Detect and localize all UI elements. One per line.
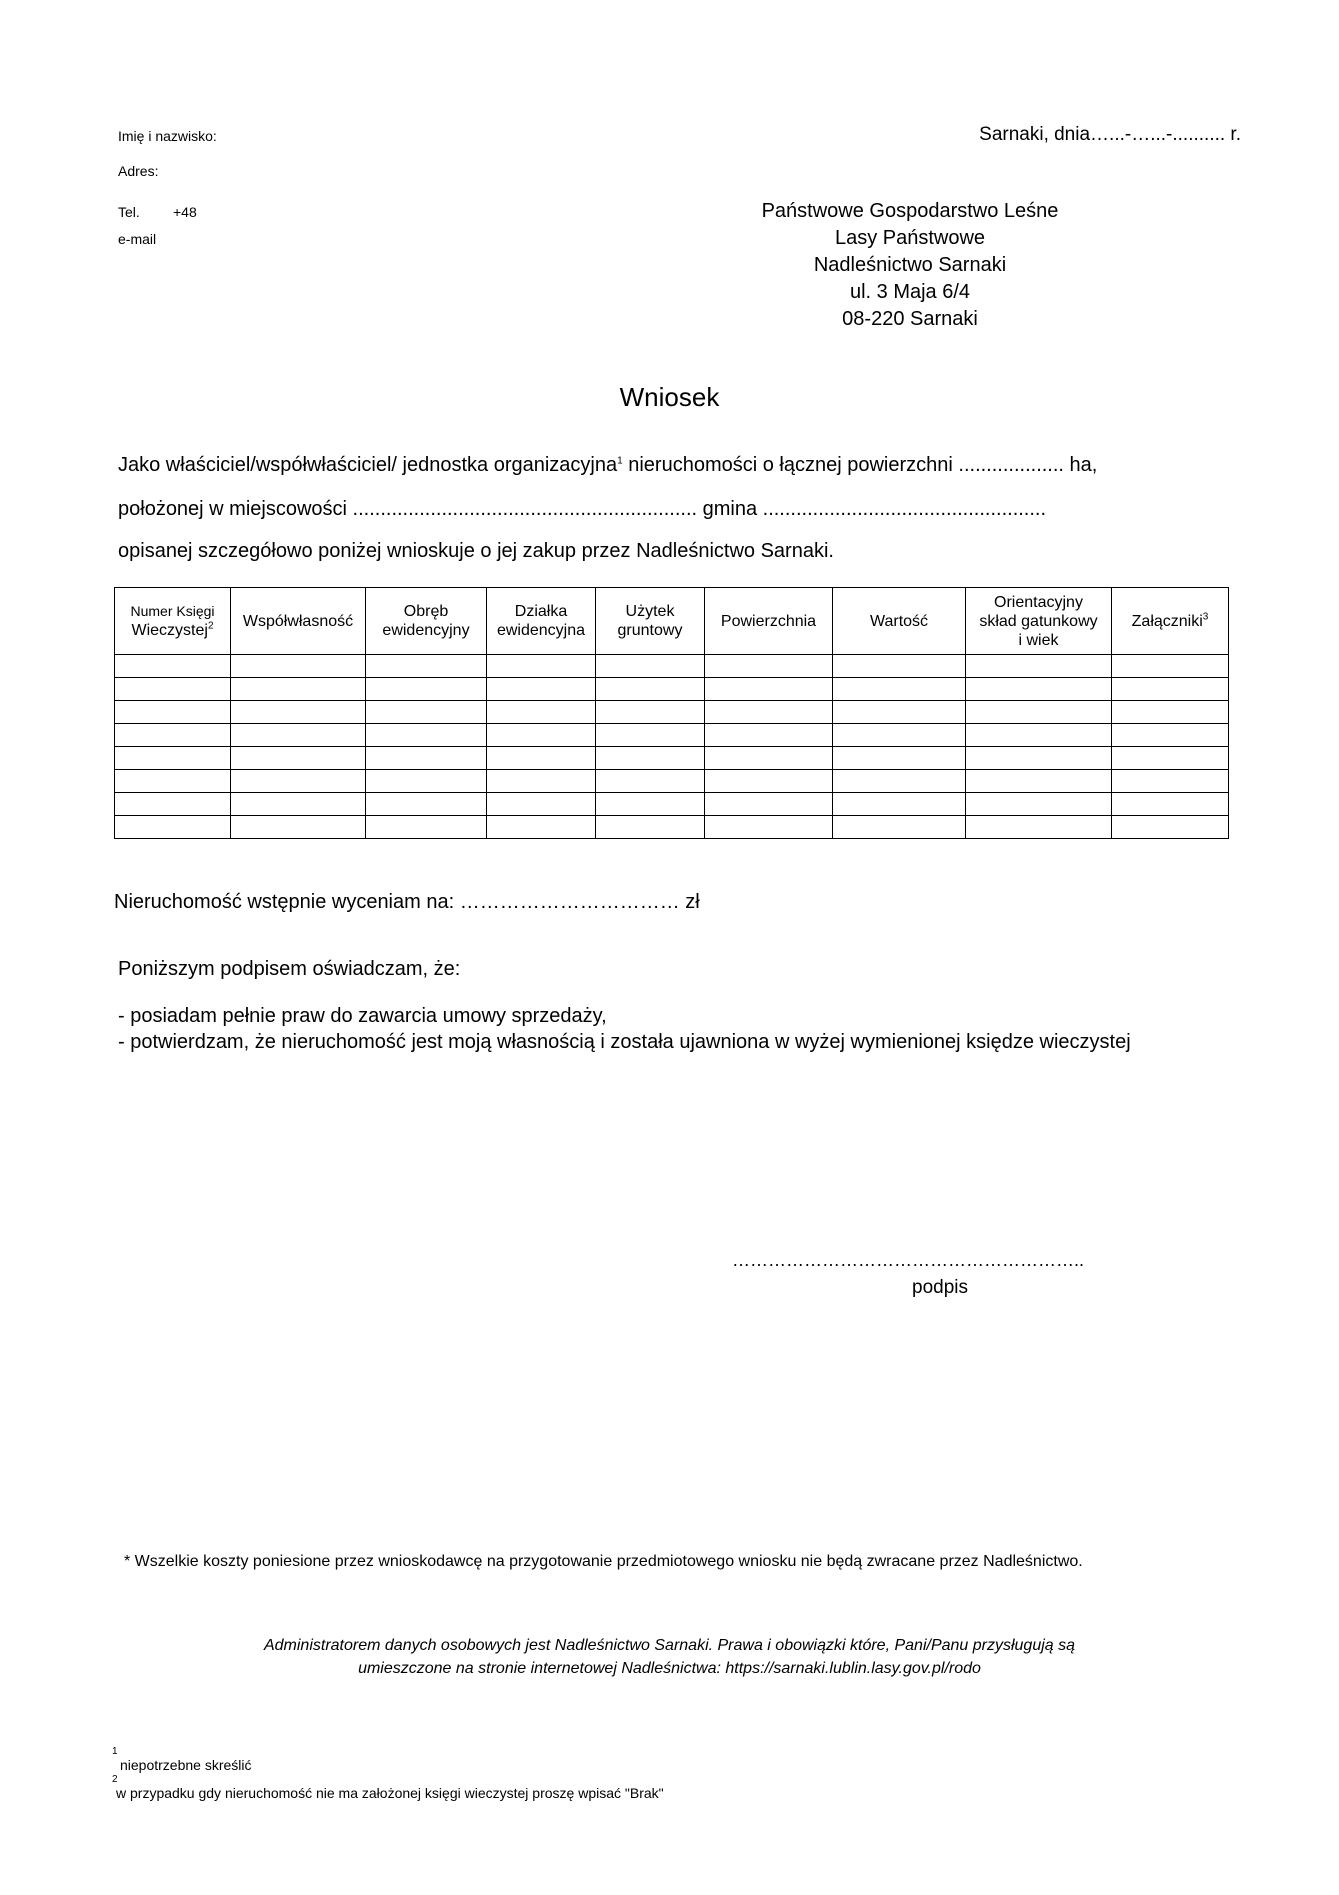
table-cell	[833, 724, 966, 747]
table-cell	[596, 747, 705, 770]
table-cell	[487, 724, 596, 747]
table-cell	[966, 793, 1112, 816]
table-cell	[115, 747, 231, 770]
table-cell	[231, 724, 366, 747]
table-cell	[1112, 816, 1229, 839]
recipient-line-2: Lasy Państwowe	[834, 227, 986, 249]
table-row	[115, 816, 1229, 839]
table-cell	[705, 678, 833, 701]
table-cell	[487, 655, 596, 678]
table-cell	[596, 724, 705, 747]
table-cell	[705, 724, 833, 747]
table-cell	[487, 816, 596, 839]
table-cell	[1112, 770, 1229, 793]
body-paragraph-3: opisanej szczegółowo poniżej wnioskuje o jej zakup przez Nadleśnictwo Sarnaki.	[118, 540, 834, 562]
table-cell	[833, 655, 966, 678]
declaration-item-1: - posiadam pełnie praw do zawarcia umowy sprzedaży,	[118, 1005, 607, 1027]
address-label: Adres:	[118, 163, 159, 179]
col-header-species: Orientacyjny skład gatunkowy i wiek	[966, 588, 1112, 655]
table-cell	[231, 816, 366, 839]
table-cell	[115, 678, 231, 701]
table-cell	[596, 678, 705, 701]
table-cell	[705, 793, 833, 816]
document-title: Wniosek	[619, 382, 720, 412]
col-header-land-use: Użytek gruntowy	[596, 588, 705, 655]
property-table	[114, 587, 1229, 839]
table-cell	[231, 747, 366, 770]
table-cell	[366, 747, 487, 770]
table-cell	[833, 816, 966, 839]
body-paragraph-2: położonej w miejscowości .............................................................. gmina ...................................................	[118, 498, 1047, 520]
table-cell	[366, 655, 487, 678]
table-cell	[833, 793, 966, 816]
col-header-area: Powierzchnia	[705, 588, 833, 655]
signature-line: …………………………………………………..	[732, 1250, 1085, 1270]
table-cell	[231, 678, 366, 701]
table-body	[115, 655, 1229, 839]
col-header-parcel: Działka ewidencyjna	[487, 588, 596, 655]
table-row	[115, 793, 1229, 816]
col-header-precinct: Obręb ewidencyjny	[366, 588, 487, 655]
gdpr-line-1: Administratorem danych osobowych jest Nadleśnictwo Sarnaki. Prawa i obowiązki które, Pani/Panu przysługują są	[263, 1637, 1076, 1654]
table-cell	[487, 793, 596, 816]
table-cell	[705, 747, 833, 770]
table-cell	[705, 816, 833, 839]
table-cell	[366, 678, 487, 701]
declaration-intro: Poniższym podpisem oświadczam, że:	[118, 958, 461, 980]
col-header-co-ownership: Współwłasność	[231, 588, 366, 655]
table-cell	[833, 701, 966, 724]
table-cell	[833, 770, 966, 793]
table-cell	[115, 655, 231, 678]
table-cell	[705, 770, 833, 793]
table-header-row	[115, 588, 1229, 655]
tel-prefix: +48	[173, 204, 197, 220]
gdpr-notice	[0, 1634, 1339, 1680]
table-cell	[1112, 701, 1229, 724]
body-p1-a: Jako właściciel/współwłaściciel/ jednostka organizacyjna	[118, 454, 618, 476]
table-cell	[1112, 678, 1229, 701]
table-cell	[366, 816, 487, 839]
table-cell	[705, 701, 833, 724]
declaration-item-2: - potwierdzam, że nieruchomość jest moją własnością i została ujawniona w wyżej wymienionej księdze wieczystej	[118, 1031, 1131, 1053]
body-p1-b: nieruchomości o łącznej powierzchni ................... ha,	[622, 454, 1098, 476]
body-paragraph-1	[118, 454, 1097, 477]
table-row	[115, 655, 1229, 678]
table-cell	[1112, 793, 1229, 816]
recipient-line-3: Nadleśnictwo Sarnaki	[813, 254, 1007, 276]
gdpr-line-2: umieszczone na stronie internetowej Nadleśnictwa: https://sarnaki.lublin.lasy.gov.pl/rodo	[358, 1660, 981, 1677]
cost-note: * Wszelkie koszty poniesione przez wnioskodawcę na przygotowanie przedmiotowego wniosku nie będą zwracane przez Nadleśnictwo.	[124, 1553, 1083, 1570]
table-cell	[115, 793, 231, 816]
footnote-2-text: w przypadku gdy nieruchomość nie ma założonej księgi wieczystej proszę wpisać "Brak"	[116, 1785, 664, 1801]
footnote-1-text: niepotrzebne skreślić	[120, 1757, 252, 1773]
table-cell	[366, 770, 487, 793]
table-cell	[231, 793, 366, 816]
col-header-value: Wartość	[833, 588, 966, 655]
table-cell	[115, 770, 231, 793]
table-cell	[596, 816, 705, 839]
table-cell	[366, 701, 487, 724]
email-label: e-mail	[118, 231, 157, 247]
recipient-line-4: ul. 3 Maja 6/4	[849, 281, 971, 303]
signature-label: podpis	[912, 1277, 968, 1298]
table-cell	[966, 724, 1112, 747]
place-date: Sarnaki, dnia…...-…...-.......... r.	[979, 124, 1241, 145]
table-cell	[366, 724, 487, 747]
table-cell	[366, 793, 487, 816]
table-cell	[833, 678, 966, 701]
table-row	[115, 770, 1229, 793]
table-cell	[115, 701, 231, 724]
table-cell	[115, 816, 231, 839]
valuation-line: Nieruchomość wstępnie wyceniam na: …………………………… zł	[114, 891, 700, 913]
table-cell	[833, 747, 966, 770]
table-cell	[1112, 724, 1229, 747]
table-cell	[596, 793, 705, 816]
table-cell	[596, 770, 705, 793]
table-cell	[966, 770, 1112, 793]
table-cell	[1112, 747, 1229, 770]
table-cell	[966, 816, 1112, 839]
table-cell	[487, 678, 596, 701]
footnote-2-number: 2	[112, 1774, 118, 1785]
footnote-1-number: 1	[112, 1746, 118, 1757]
table-cell	[596, 701, 705, 724]
table-cell	[705, 655, 833, 678]
table-row	[115, 724, 1229, 747]
table-row	[115, 747, 1229, 770]
recipient-line-5: 08-220 Sarnaki	[842, 308, 978, 330]
table-cell	[966, 747, 1112, 770]
table-cell	[487, 747, 596, 770]
name-label: Imię i nazwisko:	[118, 128, 217, 144]
recipient-line-1: Państwowe Gospodarstwo Leśne	[761, 200, 1059, 222]
col-header-attachments: Załączniki$^3$	[1112, 588, 1229, 655]
table-cell	[487, 701, 596, 724]
table-cell	[231, 701, 366, 724]
table-cell	[966, 701, 1112, 724]
table-row	[115, 678, 1229, 701]
table-cell	[966, 678, 1112, 701]
table-cell	[231, 655, 366, 678]
table-cell	[596, 655, 705, 678]
table-row	[115, 701, 1229, 724]
table-cell	[1112, 655, 1229, 678]
recipient-address	[700, 198, 1120, 333]
table-cell	[487, 770, 596, 793]
table-cell	[115, 724, 231, 747]
col-header-land-register: Numer Księgi Wieczystej$^2$	[115, 588, 231, 655]
tel-label: Tel.	[118, 204, 140, 220]
table-cell	[231, 770, 366, 793]
footnote-ref-1: 1	[617, 455, 623, 467]
table-cell	[966, 655, 1112, 678]
